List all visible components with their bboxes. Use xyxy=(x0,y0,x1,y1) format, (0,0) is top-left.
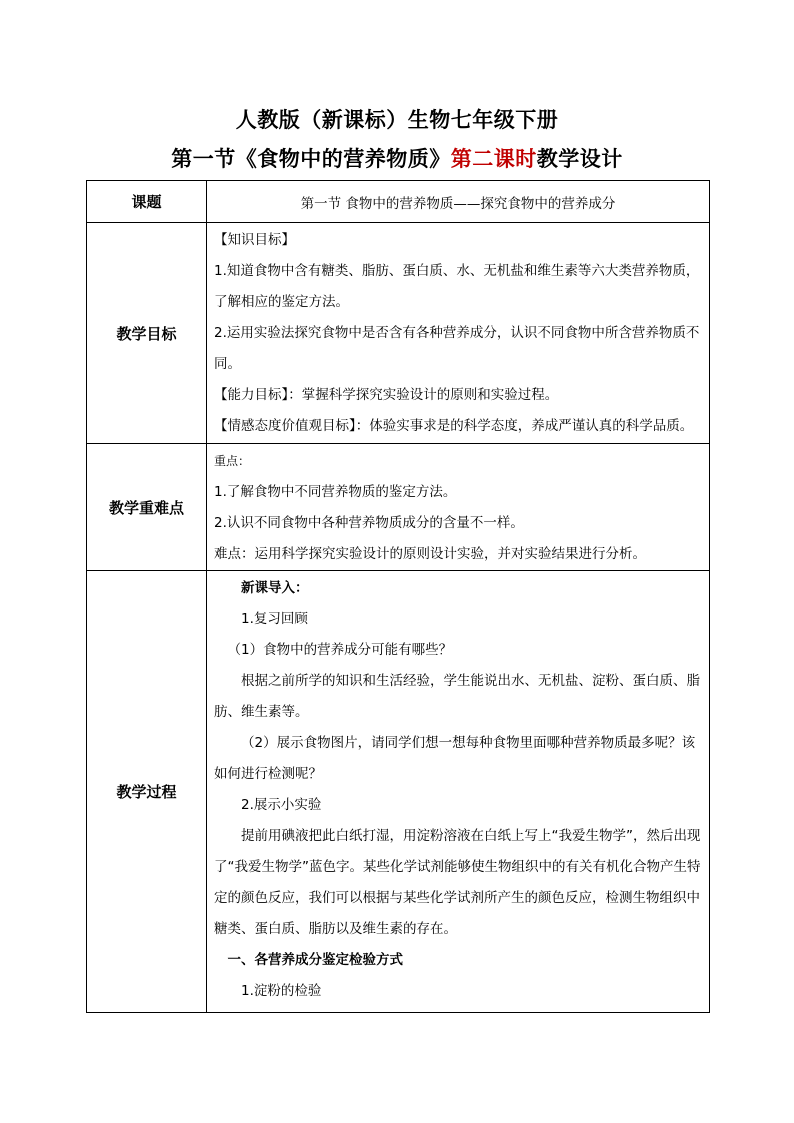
process-label: 教学过程 xyxy=(87,571,207,1013)
goals-content xyxy=(207,223,710,444)
subtitle-period: 第二课时 xyxy=(450,146,537,171)
goals-label: 教学目标 xyxy=(87,223,207,444)
table-row-goals xyxy=(87,223,710,444)
answer-1: 根据之前所学的知识和生活经验，学生能说出水、无机盐、淀粉、蛋白质、脂肪、维生素等。 xyxy=(214,673,700,720)
starch-test-heading: 1.淀粉的检验 xyxy=(241,983,322,999)
difficulty: 难点：运用科学探究实验设计的原则设计实验，并对实验结果进行分析。 xyxy=(214,546,646,562)
question-2: （2）展示食物图片，请同学们想一想每种食物里面哪种营养物质最多呢？该如何进行检测呢？ xyxy=(214,735,696,782)
intro-header: 新课导入： xyxy=(241,580,309,596)
demo-text: 提前用碘液把此白纸打湿，用淀粉溶液在白纸上写上“我爱生物学”，然后出现了“我爱生物学”蓝色字。某些化学试剂能够使生物组织中的有关有机化合物产生特定的颜色反应，我们可以根据与某些化学试剂所产生的颜色反应，检测生物组织中糖类、蛋白质、脂肪以及维生素的存在。 xyxy=(214,828,701,937)
table-row-keypoints xyxy=(87,444,710,571)
topic-label: 课题 xyxy=(87,181,207,223)
focus-1: 1.了解食物中不同营养物质的鉴定方法。 xyxy=(214,484,457,500)
review-heading: 1.复习回顾 xyxy=(241,611,308,627)
lesson-plan-table xyxy=(86,180,710,1013)
subtitle-suffix: 教学设计 xyxy=(536,146,623,171)
document-title: 人教版（新课标）生物七年级下册 xyxy=(235,107,559,132)
knowledge-goal-2: 2.运用实验法探究食物中是否含有各种营养成分，认识不同食物中所含营养物质不同。 xyxy=(214,325,700,372)
keypoints-label: 教学重难点 xyxy=(87,444,207,571)
keypoints-content xyxy=(207,444,710,571)
question-1: （1）食物中的营养成分可能有哪些？ xyxy=(227,642,453,658)
table-row-topic xyxy=(87,181,710,223)
knowledge-goal-1: 1.知道食物中含有糖类、脂肪、蛋白质、水、无机盐和维生素等六大类营养物质，了解相应的鉴定方法。 xyxy=(214,263,700,310)
table-row-process xyxy=(87,571,710,1013)
ability-goal: 【能力目标】：掌握科学探究实验设计的原则和实验过程。 xyxy=(214,387,559,403)
topic-value: 第一节 食物中的营养物质——探究食物中的营养成分 xyxy=(207,181,710,223)
document-subtitle xyxy=(0,143,794,173)
subtitle-lesson: 第一节《食物中的营养物质》 xyxy=(171,146,451,171)
focus-header: 重点： xyxy=(214,454,251,468)
focus-2: 2.认识不同食物中各种营养物质成分的含量不一样。 xyxy=(214,515,524,531)
demo-heading: 2.展示小实验 xyxy=(241,797,322,813)
emotion-goal: 【情感态度价值观目标】：体验实事求是的科学态度，养成严谨认真的科学品质。 xyxy=(214,418,694,434)
process-content xyxy=(207,571,710,1013)
knowledge-goal-header: 【知识目标】 xyxy=(214,232,295,248)
section-1-heading: 一、各营养成分鉴定检验方式 xyxy=(227,952,403,968)
